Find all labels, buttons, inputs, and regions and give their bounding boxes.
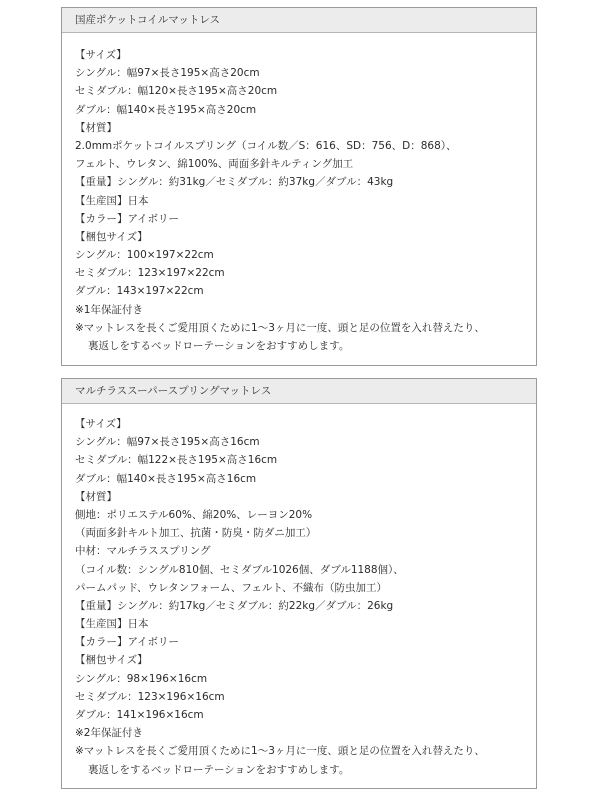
spec-line: 裏返しをするベッドローテーションをおすすめします。 xyxy=(88,340,350,352)
spec-line: （両面多針キルト加工、抗菌・防臭・防ダニ加工） xyxy=(75,527,317,540)
spec-line: ダブル：幅140×長さ195×高さ16cm xyxy=(75,472,257,485)
spec-line: シングル：幅97×長さ195×高さ20cm xyxy=(75,67,260,80)
spec-line: （コイル数：シングル810個、セミダブル1026個、ダブル1188個）、 xyxy=(75,563,404,576)
spec-list xyxy=(62,33,536,355)
spec-line: ※2年保証付き xyxy=(75,727,143,740)
spec-line: フェルト、ウレタン、綿100%、両面多針キルティング加工 xyxy=(75,158,354,171)
spec-line: 【カラー】アイボリー xyxy=(75,212,180,225)
spec-line: シングル：幅97×長さ195×高さ16cm xyxy=(75,436,260,449)
product-spec-box-multi-lath xyxy=(61,378,537,789)
spec-line: 【重量】シングル：約17kg／セミダブル：約22kg／ダブル：26kg xyxy=(75,599,394,612)
spec-line: 【梱包サイズ】 xyxy=(75,230,148,243)
product-spec-box-pocket-coil xyxy=(61,7,537,366)
spec-line: ※1年保証付き xyxy=(75,303,143,316)
spec-line: パームパッド、ウレタンフォーム、フェルト、不織布（防虫加工） xyxy=(75,581,387,594)
spec-line: セミダブル：幅120×長さ195×高さ20cm xyxy=(75,85,278,98)
spec-line: 【カラー】アイボリー xyxy=(75,636,180,649)
spec-line: セミダブル：幅122×長さ195×高さ16cm xyxy=(75,454,278,467)
spec-line: シングル：100×197×22cm xyxy=(75,249,214,262)
spec-line: 中材：マルチラススプリング xyxy=(75,545,211,558)
spec-line: 裏返しをするベッドローテーションをおすすめします。 xyxy=(88,763,350,776)
spec-line: 【材質】 xyxy=(75,121,117,134)
spec-line: ダブル：141×196×16cm xyxy=(75,709,204,721)
spec-line: 【重量】シングル：約31kg／セミダブル：約37kg／ダブル：43kg xyxy=(75,176,394,189)
spec-line: 【梱包サイズ】 xyxy=(75,654,148,667)
spec-line: 【材質】 xyxy=(75,490,117,503)
spec-line: ※マットレスを長くご愛用頂くために1～3ヶ月に一度、頭と足の位置を入れ替えたり、 xyxy=(75,321,485,334)
spec-line: ダブル：幅140×長さ195×高さ20cm xyxy=(75,103,257,116)
spec-line: 【サイズ】 xyxy=(75,418,127,430)
spec-line: セミダブル：123×197×22cm xyxy=(75,267,225,280)
product-title: 国産ポケットコイルマットレス xyxy=(62,8,536,33)
spec-line: 側地：ポリエステル60%、綿20%、レーヨン20% xyxy=(75,508,313,521)
spec-line: セミダブル：123×196×16cm xyxy=(75,690,225,703)
spec-line: 2.0mmポケットコイルスプリング（コイル数／S：616、SD：756、D：868）、 xyxy=(75,139,457,152)
product-title: マルチラススーパースプリングマットレス xyxy=(62,379,536,404)
spec-line: 【生産国】日本 xyxy=(75,194,149,207)
spec-line: ※マットレスを長くご愛用頂くために1～3ヶ月に一度、頭と足の位置を入れ替えたり、 xyxy=(75,745,485,758)
spec-line: 【サイズ】 xyxy=(75,49,127,61)
spec-list xyxy=(62,404,536,779)
spec-line: シングル：98×196×16cm xyxy=(75,672,208,685)
spec-line: ダブル：143×197×22cm xyxy=(75,285,204,298)
spec-line: 【生産国】日本 xyxy=(75,618,149,631)
